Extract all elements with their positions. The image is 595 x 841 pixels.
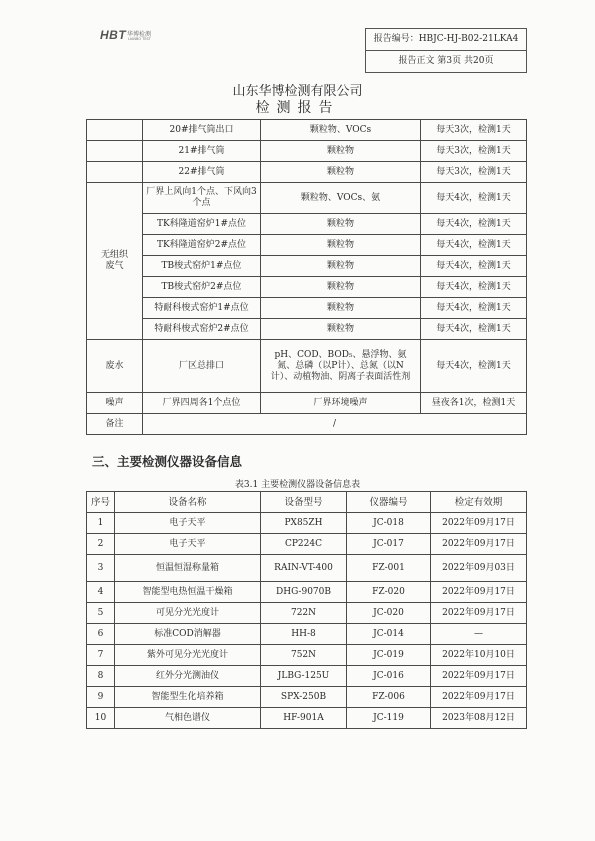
category-cell-noise: 噪声	[87, 393, 143, 414]
device-model: JLBG-125U	[261, 666, 347, 687]
device-name: 标准COD消解器	[115, 624, 261, 645]
device-id: JC-016	[347, 666, 431, 687]
freq-cell: 每天3次，检测1天	[421, 120, 527, 141]
items-cell: 颗粒物	[261, 141, 421, 162]
table-row	[87, 340, 527, 393]
header-row	[87, 492, 527, 513]
category-cell	[87, 120, 143, 141]
device-name: 智能型生化培养箱	[115, 687, 261, 708]
freq-cell: 每天4次，检测1天	[421, 235, 527, 256]
items-cell: 颗粒物	[261, 214, 421, 235]
point-cell: 厂界四周各1个点位	[143, 393, 261, 414]
table-row	[87, 555, 527, 582]
header-model: 设备型号	[261, 492, 347, 513]
table-row	[87, 319, 527, 340]
items-cell: 颗粒物	[261, 162, 421, 183]
device-id: FZ-001	[347, 555, 431, 582]
valid-until: 2022年09月17日	[431, 603, 527, 624]
row-no: 8	[87, 666, 115, 687]
device-id: FZ-006	[347, 687, 431, 708]
report-number: 报告编号：HBJC-HJ-B02-21LKA4	[373, 34, 519, 44]
header-name: 设备名称	[115, 492, 261, 513]
point-cell: TB梭式窑炉2#点位	[143, 277, 261, 298]
device-name: 智能型电热恒温干燥箱	[115, 582, 261, 603]
table-row	[87, 183, 527, 214]
device-name: 气相色谱仪	[115, 708, 261, 729]
freq-cell: 每天4次，检测1天	[421, 319, 527, 340]
point-cell: TK科隆道窑炉2#点位	[143, 235, 261, 256]
device-model: CP224C	[261, 534, 347, 555]
header-id: 仪器编号	[347, 492, 431, 513]
device-id: JC-119	[347, 708, 431, 729]
table-row	[87, 513, 527, 534]
device-model: HH-8	[261, 624, 347, 645]
freq-cell: 每天4次，检测1天	[421, 256, 527, 277]
device-name: 可见分光光度计	[115, 603, 261, 624]
valid-until: 2022年10月10日	[431, 645, 527, 666]
freq-cell: 每天4次，检测1天	[421, 183, 527, 214]
device-name: 红外分光测油仪	[115, 666, 261, 687]
valid-until: 2022年09月17日	[431, 513, 527, 534]
device-name: 恒温恒湿称量箱	[115, 555, 261, 582]
category-cell-wastewater: 废水	[87, 340, 143, 393]
table-caption: 表3.1 主要检测仪器设备信息表	[234, 480, 361, 490]
items-cell: 颗粒物	[261, 256, 421, 277]
device-model: RAIN-VT-400	[261, 555, 347, 582]
freq-cell: 昼夜各1次，检测1天	[421, 393, 527, 414]
category-cell	[87, 141, 143, 162]
point-cell: TB梭式窑炉1#点位	[143, 256, 261, 277]
items-cell: 颗粒物	[261, 235, 421, 256]
table-row	[87, 534, 527, 555]
table-row	[87, 645, 527, 666]
header-valid: 检定有效期	[431, 492, 527, 513]
freq-cell: 每天4次，检测1天	[421, 214, 527, 235]
device-model: 752N	[261, 645, 347, 666]
device-model: SPX-250B	[261, 687, 347, 708]
report-title: 检测报告	[255, 100, 340, 116]
report-info-box	[365, 28, 527, 73]
company-logo	[100, 28, 160, 42]
device-id: JC-019	[347, 645, 431, 666]
valid-until: 2023年08月12日	[431, 708, 527, 729]
device-model: DHG-9070B	[261, 582, 347, 603]
device-id: JC-018	[347, 513, 431, 534]
table-row	[87, 298, 527, 319]
freq-cell: 每天4次，检测1天	[421, 298, 527, 319]
device-id: JC-014	[347, 624, 431, 645]
instrument-rows	[87, 513, 527, 729]
device-id: JC-017	[347, 534, 431, 555]
freq-cell: 每天3次，检测1天	[421, 141, 527, 162]
table-row	[87, 235, 527, 256]
row-no: 6	[87, 624, 115, 645]
table-row	[87, 666, 527, 687]
point-cell: 21#排气筒	[143, 141, 261, 162]
logo-en: LIANBO TEST	[128, 37, 151, 41]
point-cell: 厂界上风向1个点、下风向3个点	[143, 183, 261, 214]
table-row	[87, 256, 527, 277]
row-no: 1	[87, 513, 115, 534]
items-cell: 颗粒物、VOCs、氨	[261, 183, 421, 214]
device-id: FZ-020	[347, 582, 431, 603]
items-cell: pH、COD、BOD₅、悬浮物、氨氮、总磷（以P计）、总氮（以N计）、动植物油、阴离子表面活性剂	[261, 340, 421, 393]
table-row	[87, 603, 527, 624]
valid-until: 2022年09月03日	[431, 555, 527, 582]
table-row	[87, 414, 527, 435]
valid-until: —	[431, 624, 527, 645]
table-row	[87, 277, 527, 298]
device-model: HF-901A	[261, 708, 347, 729]
row-no: 3	[87, 555, 115, 582]
point-cell: 特耐科梭式窑炉2#点位	[143, 319, 261, 340]
point-cell: 特耐科梭式窑炉1#点位	[143, 298, 261, 319]
valid-until: 2022年09月17日	[431, 687, 527, 708]
table-row	[87, 393, 527, 414]
table-row	[87, 624, 527, 645]
monitoring-plan-table	[86, 119, 527, 435]
row-no: 5	[87, 603, 115, 624]
device-id: JC-020	[347, 603, 431, 624]
device-model: 722N	[261, 603, 347, 624]
table-row	[87, 214, 527, 235]
category-cell-remarks: 备注	[87, 414, 143, 435]
row-no: 9	[87, 687, 115, 708]
instrument-table	[86, 491, 527, 729]
items-cell: 颗粒物	[261, 319, 421, 340]
point-cell: 厂区总排口	[143, 340, 261, 393]
table-row	[87, 582, 527, 603]
items-cell: 颗粒物	[261, 298, 421, 319]
items-cell: 厂界环境噪声	[261, 393, 421, 414]
row-no: 4	[87, 582, 115, 603]
logo-mark: HBT	[100, 28, 127, 42]
valid-until: 2022年09月17日	[431, 666, 527, 687]
table-row	[87, 687, 527, 708]
device-name: 电子天平	[115, 534, 261, 555]
point-cell: 20#排气筒出口	[143, 120, 261, 141]
category-cell-unorganized: 无组织废气	[87, 183, 143, 340]
device-name: 电子天平	[115, 513, 261, 534]
point-cell: TK科隆道窑炉1#点位	[143, 214, 261, 235]
section-title: 三、主要检测仪器设备信息	[92, 454, 243, 469]
table-row	[87, 141, 527, 162]
valid-until: 2022年09月17日	[431, 534, 527, 555]
freq-cell: 每天4次，检测1天	[421, 277, 527, 298]
table-row	[87, 162, 527, 183]
device-name: 紫外可见分光光度计	[115, 645, 261, 666]
items-cell: 颗粒物	[261, 277, 421, 298]
logo-cn: 华博检测	[127, 31, 152, 38]
row-no: 7	[87, 645, 115, 666]
table-row	[87, 708, 527, 729]
table-row	[87, 120, 527, 141]
valid-until: 2022年09月17日	[431, 582, 527, 603]
company-name: 山东华博检测有限公司	[232, 84, 363, 99]
row-no: 2	[87, 534, 115, 555]
point-cell: 22#排气筒	[143, 162, 261, 183]
category-cell	[87, 162, 143, 183]
items-cell: 颗粒物、VOCs	[261, 120, 421, 141]
freq-cell: 每天4次，检测1天	[421, 340, 527, 393]
page-info: 报告正文 第3页 共20页	[366, 50, 526, 72]
device-model: PX85ZH	[261, 513, 347, 534]
remarks-value: /	[143, 414, 527, 435]
row-no: 10	[87, 708, 115, 729]
freq-cell: 每天3次，检测1天	[421, 162, 527, 183]
header-no: 序号	[87, 492, 115, 513]
